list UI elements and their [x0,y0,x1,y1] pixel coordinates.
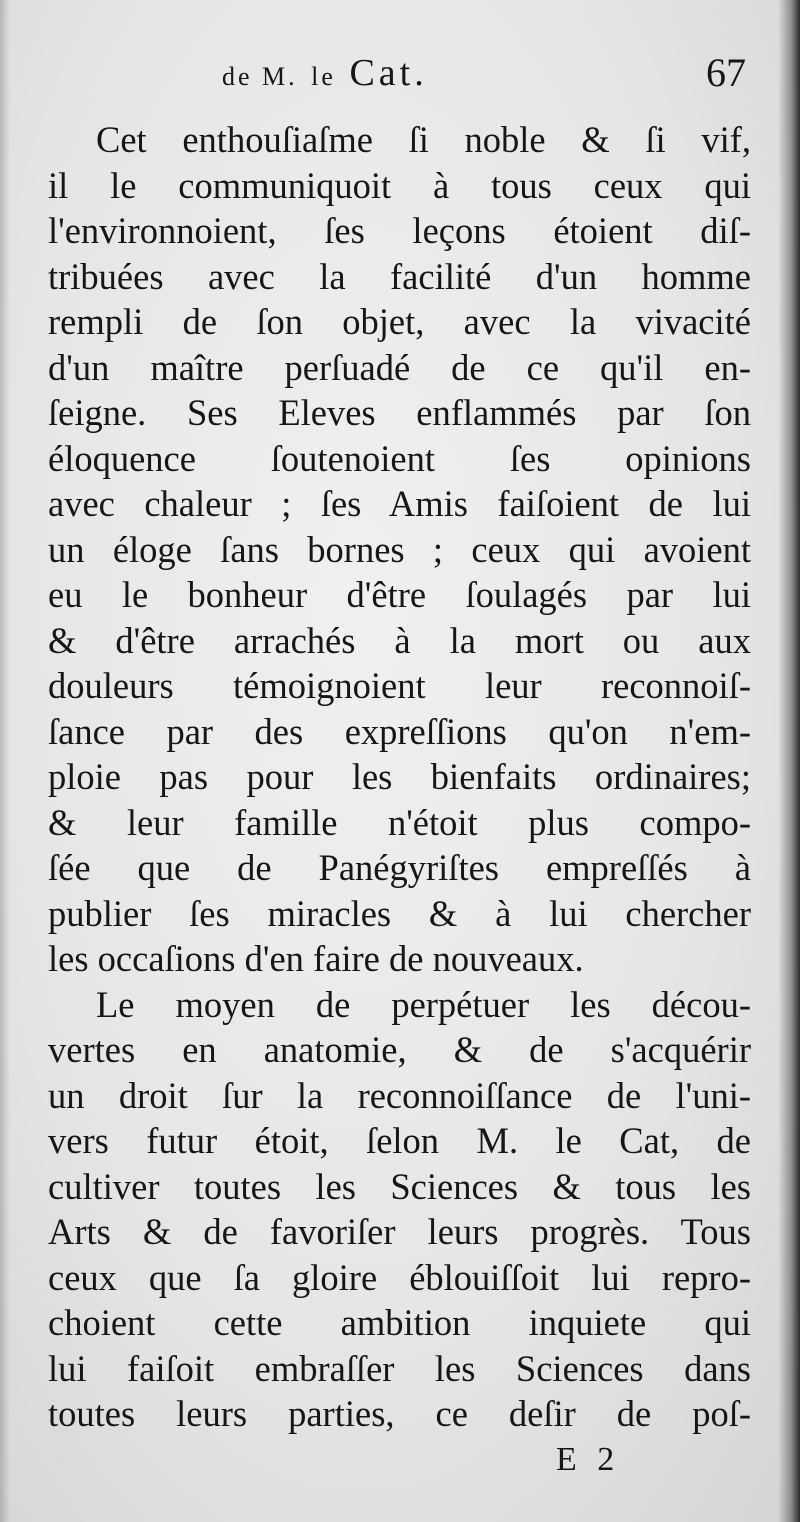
page-edge-shadow [778,0,800,1522]
text-line: avec chaleur ; ſes Amis faiſoient de lui [48,483,751,524]
text-line: ſance par des expreſſions qu'on n'em- [48,710,751,752]
running-title-suffix: Cat. [349,52,428,94]
paragraph-2 [48,982,751,1437]
text-line: Le moyen de perpétuer les décou- [96,983,751,1025]
body-text [48,117,751,1437]
text-line: un droit ſur la reconnoiſſance de l'uni- [48,1074,751,1116]
text-line: publier ſes miracles & à lui chercher [48,892,751,934]
text-line: d'un maître perſuadé de ce qu'il en- [48,346,751,388]
running-title-le: le [311,62,336,91]
signature-mark: E 2 [556,1441,621,1478]
text-line: ploie pas pour les bienfaits ordinaires; [48,756,751,797]
running-title [222,48,428,102]
text-line: tribuées avec la facilité d'un homme [48,255,751,297]
text-line: cultiver toutes les Sciences & tous les [48,1165,751,1207]
text-line: un éloge ſans bornes ; ceux qui avoient [48,528,751,570]
text-line: les occaſions d'en faire de nouveaux. [48,938,584,979]
text-line: & d'être arrachés à la mort ou aux [48,619,751,661]
text-line: douleurs témoignoient leur reconnoiſ- [48,665,751,706]
text-line: ſeigne. Ses Eleves enflammés par ſon [48,392,751,433]
page-header [0,48,800,98]
text-line: rempli de ſon objet, avec la vivacité [48,301,751,342]
running-title-prefix: de M. [222,62,298,91]
text-line: Cet enthouſiaſme ſi noble & ſi vif, [96,119,751,160]
text-line: eu le bonheur d'être ſoulagés par lui [48,574,751,615]
text-line: l'environnoient, ſes leçons étoient diſ- [48,210,751,251]
page-gutter-shadow [0,0,10,1522]
text-line: vertes en anatomie, & de s'acquérir [48,1029,751,1070]
text-line: vers futur étoit, ſelon M. le Cat, de [48,1120,751,1161]
page-number: 67 [706,50,746,95]
text-line: ſée que de Panégyriſtes empreſſés à [48,847,751,888]
text-line: il le communiquoit à tous ceux qui [48,164,751,206]
text-line: & leur famille n'étoit plus compo- [48,801,751,843]
text-line: toutes leurs parties, ce deſir de poſ- [48,1393,751,1434]
text-line: choient cette ambition inquiete qui [48,1302,751,1343]
paragraph-1 [48,117,751,982]
text-line: Arts & de favoriſer leurs progrès. Tous [48,1211,751,1252]
text-line: éloquence ſoutenoient ſes opinions [48,437,751,479]
text-line: ceux que ſa gloire éblouiſſoit lui repro- [48,1256,751,1298]
text-line: lui faiſoit embraſſer les Sciences dans [48,1347,751,1389]
